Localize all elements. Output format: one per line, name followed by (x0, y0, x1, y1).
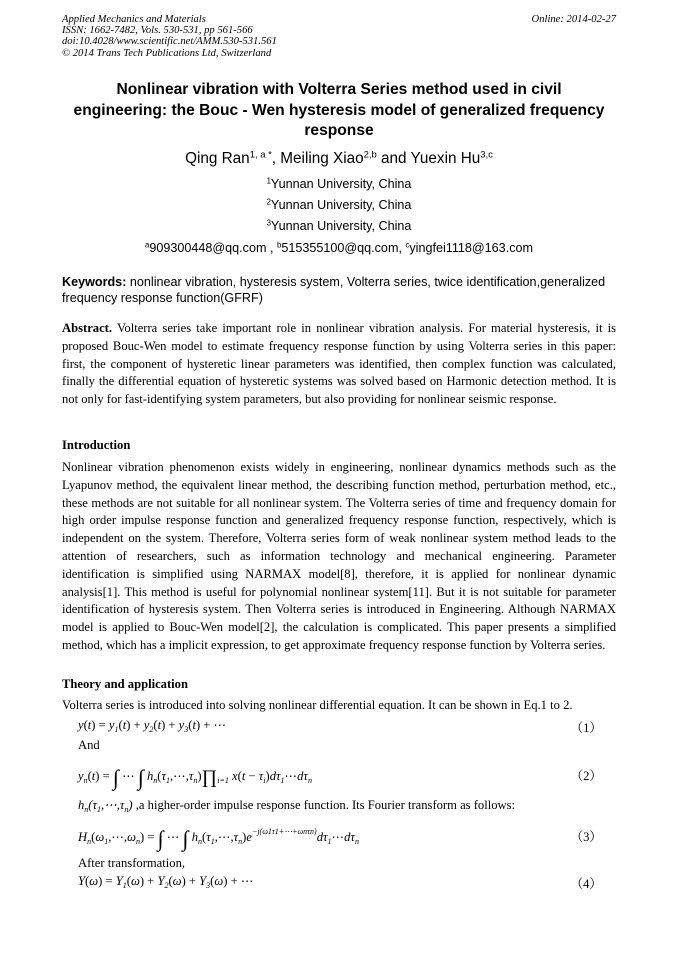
affiliation-3-sup: 3 (266, 218, 271, 228)
affiliation-2-text: Yunnan University, China (270, 198, 412, 212)
and-label: And (78, 738, 100, 752)
equation-1 (62, 717, 616, 737)
kernel-text: ,a higher-order impulse response function. Its Fourier transform as follows: (135, 798, 515, 812)
equation-3 (62, 826, 616, 851)
author-1-sup: 1, a * (249, 149, 272, 161)
online-date: Online: 2014-02-27 (531, 14, 616, 25)
author-sep-2: and (376, 150, 411, 167)
affiliation-3-text: Yunnan University, China (270, 219, 412, 233)
introduction-heading: Introduction (62, 438, 131, 452)
email-c-sup: c (405, 240, 410, 250)
equation-4-formula: $Y(\omega) = Y_1(\omega) + Y_2(\omega) + Y_3(\omega)$ + ⋯ (78, 874, 254, 890)
equation-2 (62, 765, 616, 790)
email-sep-1: , (266, 241, 277, 255)
keywords-section (62, 275, 616, 306)
email-b-sup: b (276, 240, 282, 250)
equation-2-number: （2） (570, 769, 602, 783)
kernel-line (78, 797, 515, 814)
author-sep-1: , (271, 150, 281, 167)
paper-title (62, 80, 616, 142)
introduction-paragraph: Nonlinear vibration phenomenon exists widely in engineering, nonlinear dynamics methods such as the Lyapunov method, the equivalent linear method, the describing function method, perturbation method, etc., these methods are not suitable for all nonlinear system. The Volterra series of time and frequency domain for high order impulse response function and generalized frequency response function, respectively, which is independent on the system. Therefore, Volterra series form of weak nonlinear system method leads to the attention of researchers, such as information technology and mechanical engineering. Parameter identification is simplified using NARMAX model[8], therefore, it is applied for nonlinear dynamic analysis[1]. This method is useful for polynomial nonlinear system[11]. But it is not suitable for parameter identification of hysteresis system. Then Volterra series is introduced in Engineering. Although NARMAX model is applied to Bouc-Wen model[2], the calculation is complicated. This paper presents a simplified method, which has a implicit expression, to get approximate frequency response function by Volterra series. (62, 460, 616, 652)
affiliation-3 (62, 219, 616, 233)
copyright-line: © 2014 Trans Tech Publications Ltd, Switzerland (62, 47, 272, 59)
email-sep-2: , (398, 241, 406, 255)
after-transformation-label: After transformation, (78, 856, 186, 870)
affiliation-1-sup: 1 (266, 176, 271, 186)
abstract-paragraph (62, 320, 616, 409)
kernel-symbol: $h_n(\tau_1,\cdots,\tau_n)$ (78, 798, 133, 814)
keywords-text: nonlinear vibration, hysteresis system, Volterra series, twice identification,generalized frequency response function(GFRF) (62, 275, 606, 305)
issn-line: ISSN: 1662-7482, Vols. 530-531, pp 561-566 (62, 25, 253, 37)
email-c[interactable]: yingfei1118@163.com (409, 241, 533, 255)
affiliation-2 (62, 198, 616, 212)
author-list (62, 150, 616, 168)
journal-name: Applied Mechanics and Materials (62, 14, 206, 25)
affiliation-2-sup: 2 (266, 197, 271, 207)
equation-4-number: （4） (570, 877, 602, 891)
equation-2-formula: $y_n(t)$ = ∫ ⋯ ∫ $h_n(\tau_1,\cdots,\tau_n)\prod_{i=1}$ $x(t - \tau_i)d\tau_1\cdots d\tau_n$ (78, 765, 312, 790)
affiliation-1-text: Yunnan University, China (270, 177, 412, 191)
equation-4 (62, 873, 616, 893)
equation-3-number: （3） (570, 830, 602, 844)
equation-1-number: （1） (570, 721, 602, 735)
email-a-sup: a (145, 240, 150, 250)
author-1-name: Qing Ran (185, 150, 250, 167)
title-line-2: engineering: the Bouc - Wen hysteresis model of generalized frequency (73, 101, 605, 119)
email-a[interactable]: 909300448@qq.com (149, 241, 267, 255)
author-3-sup: 3,c (480, 149, 493, 161)
author-emails (62, 241, 616, 255)
abstract-label: Abstract. (62, 321, 113, 335)
author-2-name: Meiling Xiao (280, 150, 364, 167)
title-line-1: Nonlinear vibration with Volterra Series method used in civil (116, 81, 562, 98)
equation-3-formula: $H_n(\omega_1,\cdots,\omega_n)$ = ∫ ⋯ ∫ $h_n(\tau_1,\cdots,\tau_n)e^{-j(\omega 1\tau 1+\cdots+\omega n\tau n)}d\tau_1\cdots d\tau_n$ (78, 826, 359, 851)
author-3-name: Yuexin Hu (410, 150, 481, 167)
email-b[interactable]: 515355100@qq.com (281, 241, 399, 255)
journal-header (62, 14, 616, 59)
theory-heading: Theory and application (62, 677, 188, 691)
doi-line[interactable]: doi:10.4028/www.scientific.net/AMM.530-531.561 (62, 36, 277, 48)
affiliation-1 (62, 177, 616, 191)
equation-1-formula: $y(t) = y_1(t) + y_2(t) + y_3(t)$ + ⋯ (78, 718, 227, 734)
title-line-3: response (304, 122, 374, 139)
abstract-text: Volterra series take important role in nonlinear vibration analysis. For material hysteresis, it is proposed Bouc-Wen model to estimate frequency response function by using Volterra series in this paper: first, the component of hysteretic linear parameters was identified, then complex function was calculated, finally the differential equation of hysteretic systems was solved based on Harmonic detection method. It is not only for fast-identifying system parameters, but also providing for nonlinear seismic response. (62, 321, 616, 407)
theory-intro-text: Volterra series is introduced into solving nonlinear differential equation. It can be shown in Eq.1 to 2. (62, 698, 573, 712)
author-2-sup: 2,b (363, 149, 377, 161)
keywords-label: Keywords: (62, 275, 127, 289)
